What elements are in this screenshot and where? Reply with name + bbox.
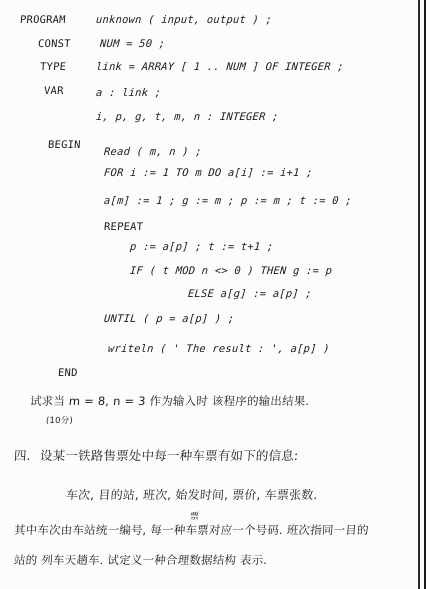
code-var-keyword: VAR: [43, 85, 64, 97]
code-init-assign: a[m] := 1 ; g := m ; p := m ; t := 0 ;: [103, 195, 353, 207]
code-writeln: writeln ( ' The result : ', a[p] ): [107, 343, 331, 355]
code-else: ELSE a[g] := a[p] ;: [187, 288, 313, 300]
code-until: UNTIL ( p = a[p] ) ;: [103, 313, 235, 325]
code-read: Read ( m, n ) ;: [103, 146, 203, 158]
q4-fields: 车次, 目的站, 班次, 始发时间, 票价, 车票张数.: [65, 488, 319, 502]
code-repeat: REPEAT: [103, 221, 144, 233]
page-edge: [418, 0, 420, 589]
q4-intro: 设某一铁路售票处中每一种车票有如下的信息:: [39, 448, 299, 463]
code-var-decl-a: a : link ;: [95, 87, 162, 99]
code-program-keyword: PROGRAM: [19, 14, 67, 26]
code-begin-keyword: BEGIN: [47, 139, 82, 151]
q3-points: (10分): [45, 416, 74, 426]
code-type-keyword: TYPE: [39, 61, 67, 73]
q3-prompt: 试求当 m = 8, n = 3 作为输入时 该程序的输出结果.: [29, 394, 310, 408]
q4-number: 四.: [13, 448, 32, 463]
code-const-keyword: CONST: [37, 38, 72, 50]
code-const-decl: NUM = 50 ;: [99, 38, 166, 50]
code-var-decl-ints: i, p, g, t, m, n : INTEGER ;: [95, 111, 280, 123]
code-if-then: IF ( t MOD n <> 0 ) THEN g := p: [129, 265, 333, 277]
code-type-decl: link = ARRAY [ 1 .. NUM ] OF INTEGER ;: [95, 61, 345, 73]
code-repeat-body: p := a[p] ; t := t+1 ;: [129, 241, 274, 253]
q4-insert-mark: 票: [189, 512, 200, 522]
code-for-loop: FOR i := 1 TO m DO a[i] := i+1 ;: [103, 167, 314, 179]
q4-body-line2: 站的 列车天趟车. 试定义一种合理数据结构 表示.: [13, 553, 268, 567]
q4-body-line1: 其中车次由车站统一编号, 每一种车票对应一个号码. 班次指同一目的: [13, 523, 370, 537]
code-end: END: [57, 367, 78, 379]
code-program-header: unknown ( input, output ) ;: [95, 14, 273, 26]
